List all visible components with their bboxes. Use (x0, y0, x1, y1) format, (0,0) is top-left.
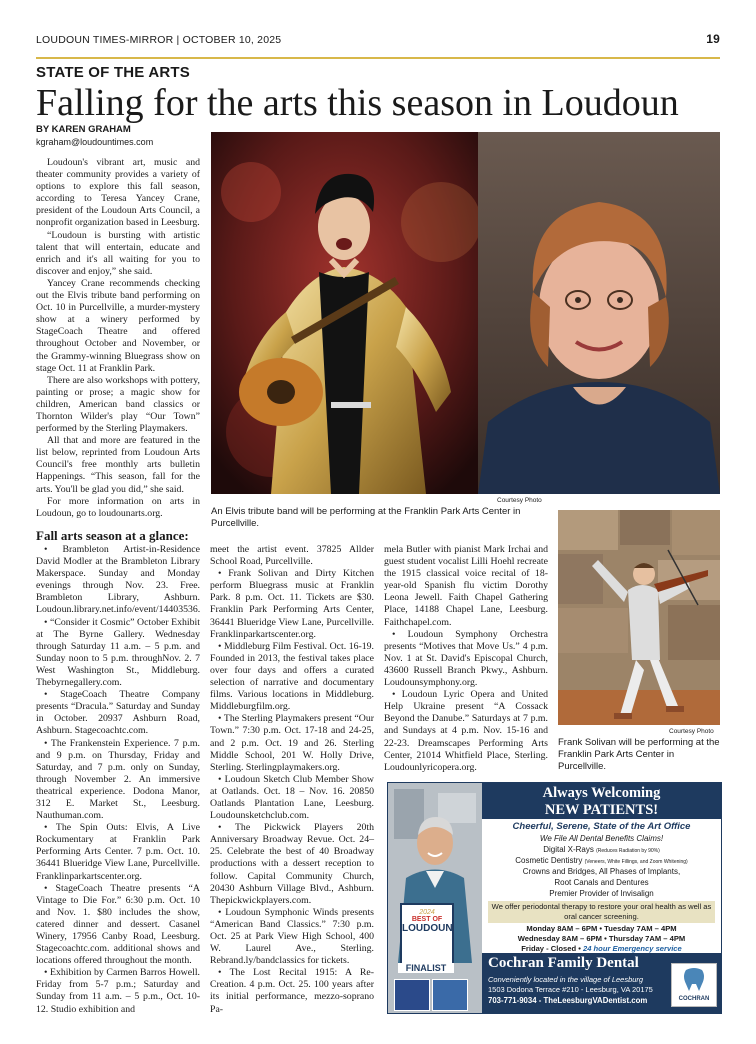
event-item: meet the artist event. 37825 Allder School Road, Purcellville. (210, 544, 374, 568)
paragraph: For more information on arts in Loudoun, go to loudounarts.org. (36, 495, 200, 519)
ad-xray-line (482, 845, 721, 854)
photo-caption: An Elvis tribute band will be performing at the Franklin Park Arts Center in Purcellville. (211, 506, 521, 529)
event-item: • StageCoach Theatre presents “A Vintage to Die For.” 6:30 p.m. Oct. 10 and Nov. 1. $80 includes the show, catered dinner and dessert. Casanel Winery, 17956 Canby Road, Leesburg. Stagecoachtc.com. additional shows and locations offered throughout the month. (36, 882, 200, 967)
event-item: • StageCoach Theatre Company presents “Dracula.” Saturday and Sunday in October. 20937 Ashburn Road, Ashburn. Stagecoachtc.com. (36, 689, 200, 737)
ad-crowns: Crowns and Bridges, All Phases of Implants, (522, 867, 681, 876)
ad-headline-line1: Always Welcoming (542, 785, 661, 801)
elvis-illustration (211, 132, 478, 494)
ad-hours-2: Wednesday 8AM – 6PM • Thursday 7AM – 4PM (517, 934, 686, 943)
ad-perio: We offer periodontal therapy to restore your oral health as well as oral cancer screening. (488, 901, 715, 923)
paragraph: All that and more are featured in the list below, reprinted from Loudoun Arts Council's free monthly arts bulletin Happenings. “This season, fall for the arts. You'll be glad you did,” she said. (36, 435, 200, 495)
paragraph: Yancey Crane recommends checking out the Elvis tribute band performing on Oct. 10 in Purcellville, a murder-mystery show at a winery performed by StageCoach Theatre and offered throughout October and November, or the Grammy-winning Bluegrass show on stage Oct. 11 at Franklin Park. (36, 277, 200, 374)
ad-xray-note: (Reduces Radiation by 90%) (596, 848, 660, 854)
photo-credit: Courtesy Photo (669, 728, 714, 735)
event-item: • Frank Solivan and Dirty Kitchen perform Bluegrass music at Franklin Park. 8 p.m. Oct. 11. Tickets are $30. Franklin Park Performing Arts Center, 36441 Blueridge View Lane, Purcellville. Franklinparkartscenter.org. (210, 568, 374, 640)
byline: BY KAREN GRAHAM (36, 124, 131, 135)
ad-invisalign: Premier Provider of Invisalign (549, 889, 654, 898)
badge-finalist: FINALIST (398, 963, 454, 973)
award-badge (432, 979, 468, 1011)
award-badge (394, 979, 430, 1011)
paragraph: Loudoun's vibrant art, music and theater community provides a variety of options to explore this fall season, according to Teresa Yancey Crane, president of the Loudoun Arts Council, a nonprofit organization based in Leesburg. (36, 157, 200, 229)
event-item: • Loudoun Lyric Opera and United Help Ukraine present “A Cossack Beyond the Danube.” Saturdays at 7 p.m. and Sundays at 4 p.m. Nov. 15-16 and 22-23. Dreamscapes Performing Arts Center, 21014 Whitfield Place, Sterling. Loudounlyricopera.org. (384, 689, 548, 773)
photo-caption: Frank Solivan will be performing at the Franklin Park Arts Center in Purcellville. (558, 737, 720, 772)
event-item: • Middleburg Film Festival. Oct. 16-19. Founded in 2013, the festival takes place over four days and offers a curated selection of narrative and documentary films. Various locations in Middleburg. Middleburgfilm.org. (210, 640, 374, 713)
event-item: • “Consider it Cosmic” October Exhibit at The Byrne Gallery. Wednesday through Saturday 11 a.m. – 5 p.m. and Sunday noon to 5 p.m. throughNov. 2. 7 West Washington St., Middleburg. Thebyrnegallery.com. (36, 616, 200, 689)
ad-photo-panel (388, 783, 482, 1013)
intro-text (36, 157, 200, 520)
practice-address: 1503 Dodona Terrace #210 - Leesburg, VA 20175 (488, 985, 653, 994)
ad-emergency: 24 hour Emergency service (582, 944, 682, 953)
ad-footer (482, 953, 721, 1013)
event-item: • The Frankenstein Experience. 7 p.m. and 9 p.m. on Thursday, Friday and Saturday, and 7 p.m. only on Sunday, through November 2. An immersive theatrical experience. Dodona Manor, 312 E. Market St., Leesburg. Nauthuman.com. (36, 737, 200, 822)
ad-headline (482, 783, 721, 819)
ad-tagline: Cheerful, Serene, State of the Art Office (512, 821, 691, 832)
event-item: • Loudoun Symphony Orchestra presents “Motives that Move Us.” 4 p.m. Nov. 1 at St. David's Episcopal Church, 43600 Russell Branch Pkwy., Ashburn. Loudounsymphony.org. (384, 628, 548, 689)
event-item: • The Spin Outs: Elvis, A Live Rockumentary at Franklin Park Performing Arts Center. 7 p.m. Oct. 10. 36441 Blueridge View Lane, Purcellville. Franklinparkartscenter.org. (36, 822, 200, 882)
best-of-loudoun-badge (400, 903, 454, 965)
event-item: • The Sterling Playmakers present “Our Town.” 7:30 p.m. Oct. 17-18 and 24-25, and 2 p.m. Oct. 19 and 26. Sterling Middle School, 201 W. Holly Drive, Sterling. Sterlingplaymakers.org. (210, 713, 374, 773)
fiddler-illustration (558, 510, 720, 725)
ad-hours-1: Monday 8AM – 6PM • Tuesday 7AM – 4PM (526, 924, 677, 933)
events-column-2 (210, 544, 374, 1016)
page-number: 19 (706, 32, 720, 46)
ad-xray: Digital X-Rays (543, 845, 594, 854)
badge-place: LOUDOUN (402, 923, 453, 934)
folio (36, 34, 281, 46)
paragraph: “Loudoun is bursting with artistic talent that will entertain, educate and enrich and it's all waiting for you to discover and enjoy,” she said. (36, 229, 200, 277)
header-rule (36, 57, 720, 59)
headline: Falling for the arts this season in Loudoun (36, 82, 679, 124)
issue-date: OCTOBER 10, 2025 (182, 34, 282, 46)
dental-advertisement[interactable] (387, 782, 722, 1014)
badge-best: BEST OF (411, 916, 443, 923)
elvis-photo (211, 132, 478, 494)
ad-hours-3 (482, 944, 721, 953)
event-item: • Loudoun Sketch Club Member Show at Oatlands. Oct. 18 – Nov. 16. 20850 Oatlands Plantation Lane, Leesburg. Loudounsketchclub.com. (210, 773, 374, 822)
publication-name: LOUDOUN TIMES-MIRROR (36, 34, 174, 46)
events-column-3 (384, 544, 548, 774)
event-item: • Loudoun Symphonic Winds presents “American Band Classics.” 7:30 p.m. Oct. 25 at Park View High School, 400 W. Laurel Ave., Sterling. Rebrand.ly/bandclassics for tickets. (210, 906, 374, 967)
badge-year: 2024 (419, 909, 435, 916)
photo-credit: Courtesy Photo (497, 497, 542, 504)
tooth-icon (672, 964, 716, 994)
page-header (36, 32, 720, 50)
event-item: • Exhibition by Carmen Barros Howell. Friday from 5-7 p.m.; Saturday and Sunday from 11 a.m. – 5 p.m., Oct. 10-12. Studio exhibition and (36, 967, 200, 1015)
portrait-illustration (478, 132, 720, 494)
ad-root: Root Canals and Dentures (554, 878, 649, 887)
logo-text: COCHRAN (678, 996, 710, 1002)
ad-headline-line2: NEW PATIENTS! (544, 802, 659, 818)
event-item: mela Butler with pianist Mark Irchai and guest student vocalist Lilli Hoehl recreate the 1915 classical voice recital of 18-year-old Spanish flu victim Dorothy Leona Jewell. Faith Chapel Gathering Place, 14188 Chapel Lane, Leesburg. Faithchapel.com. (384, 544, 548, 628)
practice-name: Cochran Family Dental (488, 955, 639, 971)
practice-location: Conveniently located in the village of Leesburg (488, 975, 644, 984)
portrait-photo (478, 132, 720, 494)
event-item: • Brambleton Artist-in-Residence David Modler at the Brambleton Library Makerspace. Sunday and Monday evenings through Nov. 23. Free. Brambleton Library, Ashburn. Loudoun.library.net.info/event/14403536. (36, 544, 201, 616)
fiddler-photo (558, 510, 720, 725)
practice-contact[interactable]: 703-771-9034 - TheLeesburgVADentist.com (488, 996, 648, 1005)
paragraph: There are also workshops with pottery, painting or prose; a magic show for children, American band classics or Thornton Wilder's play “Our Town” performed by the Sterling Playmakers. (36, 374, 200, 435)
cochran-logo (671, 963, 717, 1007)
glance-heading: Fall arts season at a glance: (36, 528, 189, 543)
ad-friday: Friday - Closed • (521, 944, 581, 953)
folio-separator: | (176, 34, 180, 46)
ad-cosmetic-line (482, 856, 721, 865)
events-column-1 (36, 544, 200, 1016)
event-item: • The Pickwick Players 20th Anniversary Broadway Revue. Oct. 24–25. Celebrate the best of 40 Broadway productions with a dessert reception to follow. Capital Community Church, 20430 Ashburn Village Blvd., Ashburn. Thepickwickplayers.com. (210, 822, 374, 906)
ad-claims: We File All Dental Benefits Claims! (539, 834, 664, 843)
author-email[interactable]: kgraham@loudountimes.com (36, 137, 154, 147)
section-label: STATE OF THE ARTS (36, 64, 190, 81)
event-item: • The Lost Recital 1915: A Re-Creation. 4 p.m. Oct. 25. 100 years after its initial performance, mezzo-soprano Pa- (210, 967, 374, 1015)
ad-cosmetic: Cosmetic Dentistry (515, 856, 583, 865)
ad-cosmetic-note: (Veneers, White Fillings, and Zoom Whitening) (584, 859, 688, 865)
